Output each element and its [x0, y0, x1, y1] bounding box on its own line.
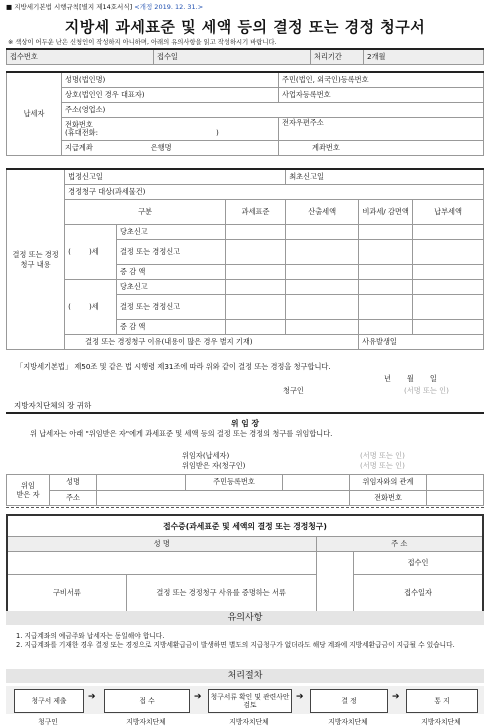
- delegate-phone-label: 전화번호: [350, 490, 427, 506]
- delegate-relation-label: 위임자와의 관계: [350, 475, 427, 491]
- cell[interactable]: [359, 240, 413, 265]
- cell[interactable]: [286, 225, 359, 240]
- cell[interactable]: [286, 295, 359, 320]
- form-reference: ■ 지방세기본법 시행규칙[별지 제14호서식] <개정 2019. 12. 31.>: [6, 3, 204, 11]
- step-submit-who: 청구인: [38, 718, 58, 726]
- arrow-icon: ➔: [296, 692, 304, 702]
- first-report-date-field[interactable]: 최초신고일: [286, 169, 484, 185]
- step-receive-who: 지방자치단체: [126, 718, 166, 726]
- step-decide-who: 지방자치단체: [328, 718, 368, 726]
- form-title: 지방세 과세표준 및 세액 등의 결정 또는 경정 청구서: [64, 18, 426, 36]
- receiver-label: 접수인: [354, 552, 483, 575]
- cell[interactable]: [359, 225, 413, 240]
- delegate-name-label: 성명: [50, 475, 97, 491]
- delegation-text: 위 납세자는 아래 "위임받은 자"에게 과세표준 및 세액 등의 결정 또는 경정의 청구를 위임합니다.: [30, 429, 333, 438]
- declaration-date: 년 월 일: [384, 374, 437, 383]
- notes-list: [16, 632, 480, 650]
- cell[interactable]: [225, 295, 285, 320]
- receipt-slip-title: 접수증(과세표준 및 세액의 결정 또는 경정청구): [7, 515, 483, 537]
- taxpayer-name-field[interactable]: 성명(법인명): [62, 72, 279, 88]
- taxpayer-table: [6, 71, 484, 156]
- processing-period-value: 2개월: [364, 49, 484, 65]
- row-diff-2: 증 감 액: [116, 320, 225, 335]
- notes-title: 유의사항: [6, 611, 484, 625]
- step-receive: 접 수: [104, 689, 190, 713]
- delegate-id-field[interactable]: [283, 475, 350, 491]
- declaration-text: 「지방세기본법」 제50조 및 같은 법 시행령 제31조에 따라 위와 같이 결정 또는 경정을 청구합니다.: [16, 362, 331, 371]
- revision-date: <개정 2019. 12. 31.>: [134, 3, 204, 11]
- receipt-name-label: 성 명: [7, 537, 316, 552]
- processing-period-label: 처리기간: [311, 49, 364, 65]
- receipt-date-label: 접수일: [154, 49, 311, 65]
- cell[interactable]: [225, 265, 285, 280]
- receipt-date-label-slip: 접수일자: [354, 575, 483, 613]
- email-field[interactable]: 전자우편주소: [279, 118, 484, 141]
- account-field[interactable]: 지급계좌 은행명: [62, 141, 279, 156]
- claimant-label: 청구인: [283, 386, 304, 395]
- cell[interactable]: [359, 280, 413, 295]
- delegate-address-field[interactable]: [97, 490, 350, 506]
- cell[interactable]: [359, 320, 413, 335]
- note-item-2: 2. 지급계좌를 기재한 경우 결정 또는 경정으로 지방세환급금이 발생하면 별도의 지급청구가 없더라도 해당 계좌에 지방세환급금이 지급될 수 있습니다.: [16, 641, 455, 649]
- occurrence-date-field[interactable]: 사유발생일: [359, 335, 484, 350]
- cell[interactable]: [413, 295, 484, 320]
- cell[interactable]: [286, 265, 359, 280]
- cell[interactable]: [286, 320, 359, 335]
- delegator-label: 위임자(납세자): [182, 451, 230, 460]
- note-item-1: 1. 지급계좌의 예금주와 납세자는 동일해야 합니다.: [16, 632, 165, 640]
- delegation-title: 위 임 장: [230, 419, 260, 428]
- col-tax-base: 과세표준: [225, 200, 285, 225]
- business-number-field[interactable]: 사업자등록번호: [279, 88, 484, 103]
- arrow-icon: ➔: [392, 692, 400, 702]
- col-reduction: 비과세/ 감면액: [359, 200, 413, 225]
- delegate-id-label: 주민등록번호: [186, 475, 283, 491]
- reason-field[interactable]: 결정 또는 경정청구 이유(내용이 많은 경우 별지 기재): [65, 335, 359, 350]
- tax-type-field-2[interactable]: ( )세: [65, 280, 117, 335]
- cell[interactable]: [359, 295, 413, 320]
- cell[interactable]: [413, 280, 484, 295]
- account-number-field[interactable]: 계좌번호: [279, 141, 484, 156]
- delegate-relation-field[interactable]: [427, 475, 484, 491]
- arrow-icon: ➔: [194, 692, 202, 702]
- addressee: 지방자치단체의 장 귀하: [14, 401, 92, 410]
- step-review: 청구서류 확인 및 관련사안 검토: [208, 689, 292, 713]
- tax-type-field-1[interactable]: ( )세: [65, 225, 117, 280]
- delegate-label: 위임받은 자(청구인): [182, 461, 246, 470]
- delegate-name-field[interactable]: [97, 475, 186, 491]
- cell[interactable]: [286, 280, 359, 295]
- claim-target-field[interactable]: 경정청구 대상(과세물건): [65, 185, 484, 200]
- receipt-table: [6, 48, 484, 65]
- cell[interactable]: [225, 225, 285, 240]
- row-claim-1: 결정 또는 경정신고: [116, 240, 225, 265]
- step-notify-who: 지방자치단체: [421, 718, 461, 726]
- delegate-address-label: 주소: [50, 490, 97, 506]
- col-category: 구분: [65, 200, 226, 225]
- row-diff-1: 증 감 액: [116, 265, 225, 280]
- attachments-label: 구비서류: [7, 575, 126, 613]
- step-review-who: 지방자치단체: [229, 718, 269, 726]
- cell[interactable]: [413, 225, 484, 240]
- claimant-sign[interactable]: (서명 또는 인): [404, 386, 449, 395]
- col-calculated-tax: 산출세액: [286, 200, 359, 225]
- cell[interactable]: [359, 265, 413, 280]
- step-submit: 청구서 제출: [14, 689, 84, 713]
- step-notify: 통 지: [406, 689, 478, 713]
- receipt-name-field[interactable]: [7, 552, 316, 575]
- trade-name-field[interactable]: 상호(법인인 경우 대표자): [62, 88, 279, 103]
- taxpayer-id-field[interactable]: 주민(법인, 외국인)등록번호: [279, 72, 484, 88]
- delegator-sign[interactable]: (서명 또는 인): [360, 451, 405, 460]
- col-tax-payable: 납부세액: [413, 200, 484, 225]
- arrow-icon: ➔: [88, 692, 96, 702]
- claim-table: [6, 168, 484, 350]
- step-decide: 결 정: [310, 689, 388, 713]
- receipt-slip: [6, 514, 484, 613]
- delegate-phone-field[interactable]: [427, 490, 484, 506]
- row-initial-2: 당초신고: [116, 280, 225, 295]
- delegate-sign[interactable]: (서명 또는 인): [360, 461, 405, 470]
- legal-report-date-field[interactable]: 법정신고일: [65, 169, 286, 185]
- process-title: 처리절차: [6, 669, 484, 683]
- cell[interactable]: [225, 320, 285, 335]
- cell[interactable]: [413, 240, 484, 265]
- receipt-number-label: 접수번호: [7, 49, 154, 65]
- phone-field[interactable]: 전화번호 (휴대전화: ): [62, 118, 279, 141]
- receipt-address-label: 주 소: [316, 537, 483, 552]
- cell[interactable]: [413, 320, 484, 335]
- form-note: ※ 색상이 어두운 난은 신청인이 작성하지 아니하며, 아래의 유의사항을 읽고 작성하시기 바랍니다.: [8, 39, 277, 46]
- cell[interactable]: [286, 240, 359, 265]
- cell[interactable]: [225, 280, 285, 295]
- cell[interactable]: [225, 240, 285, 265]
- address-field[interactable]: 주소(영업소): [62, 103, 484, 118]
- row-initial-1: 당초신고: [116, 225, 225, 240]
- attachments-desc: 결정 또는 경정청구 사유를 증명하는 서류: [126, 575, 316, 613]
- receipt-blank: [316, 552, 354, 613]
- row-claim-2: 결정 또는 경정신고: [116, 295, 225, 320]
- claim-section-label: 결정 또는 경정청구 내용: [7, 169, 65, 350]
- cell[interactable]: [413, 265, 484, 280]
- taxpayer-section-label: 납세자: [7, 72, 62, 156]
- delegate-table: [6, 474, 484, 506]
- delegate-section-label: 위임 받은 자: [7, 475, 50, 506]
